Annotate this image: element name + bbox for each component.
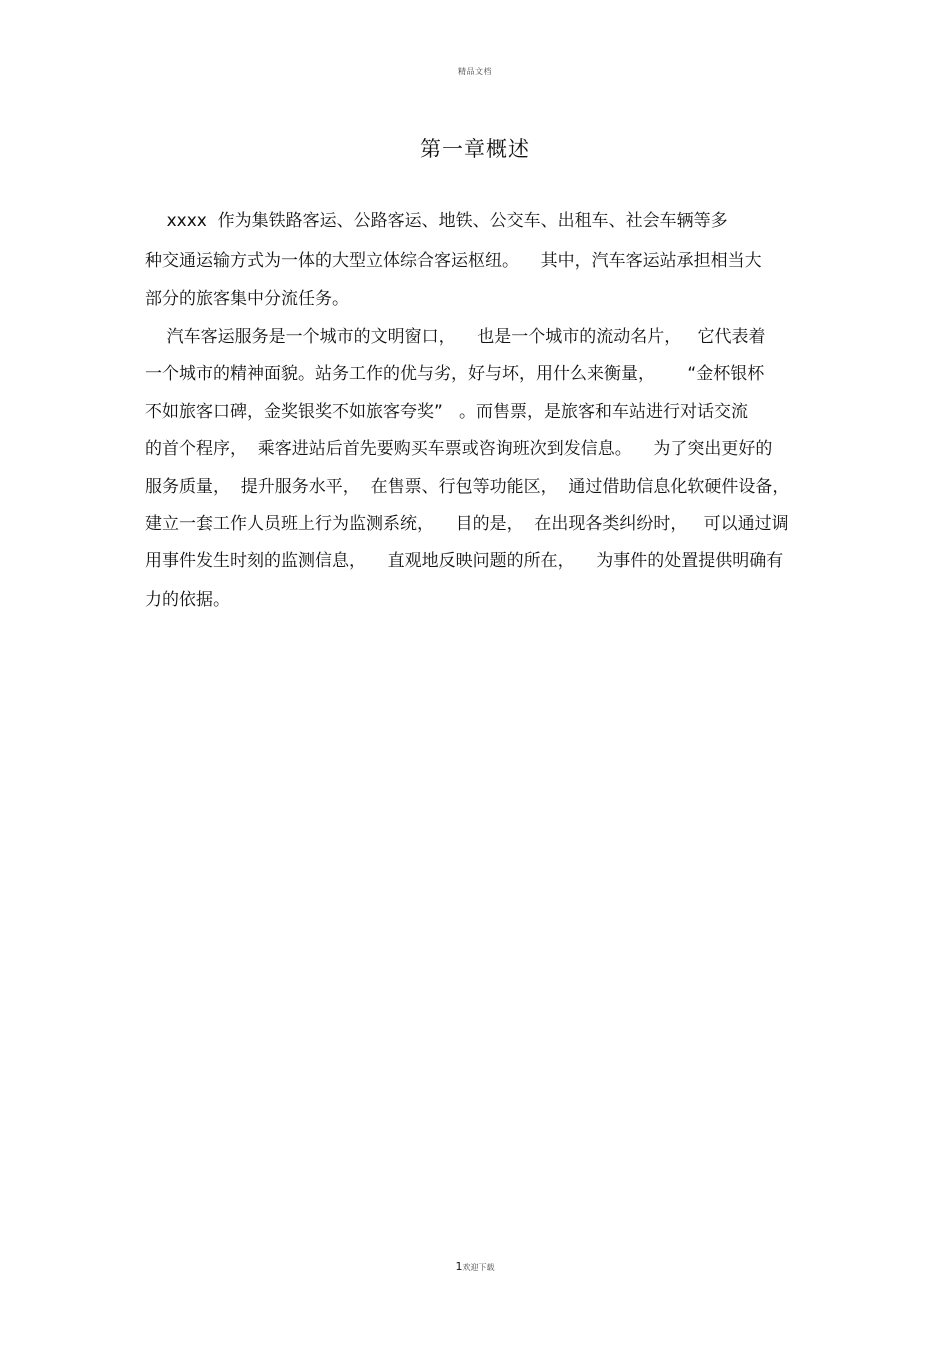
body-line: 不如旅客口碑，金奖银奖不如旅客夸奖” 。而售票，是旅客和车站进行对话交流: [145, 402, 749, 422]
page-footer: [0, 1260, 950, 1273]
footer-text: 欢迎下载: [462, 1263, 495, 1272]
body-line: 部分的旅客集中分流任务。: [145, 289, 349, 309]
page-number: 1: [455, 1260, 463, 1273]
body-line: 种交通运输方式为一体的大型立体综合客运枢纽。 其中，汽车客运站承担相当大: [145, 251, 762, 271]
body-line: xxxx 作为集铁路客运、公路客运、地铁、公交车、出租车、社会车辆等多: [145, 211, 728, 231]
chapter-title: 第一章概述: [420, 137, 530, 161]
body-line: 一个城市的精神面貌。站务工作的优与劣，好与坏，用什么来衡量， “金杯银杯: [145, 364, 765, 384]
body-line: 用事件发生时刻的监测信息， 直观地反映问题的所在， 为事件的处置提供明确有: [145, 551, 784, 571]
page-header: 精品文档: [458, 67, 492, 76]
body-line: 的首个程序， 乘客进站后首先要购买车票或咨询班次到发信息。 为了突出更好的: [145, 439, 773, 459]
body-line: 汽车客运服务是一个城市的文明窗口， 也是一个城市的流动名片， 它代表着: [145, 327, 766, 347]
body-line: 力的依据。: [145, 590, 230, 610]
body-line: 建立一套工作人员班上行为监测系统， 目的是， 在出现各类纠纷时， 可以通过调: [145, 514, 789, 534]
body-line: 服务质量， 提升服务水平， 在售票、行包等功能区， 通过借助信息化软硬件设备，: [145, 477, 790, 497]
